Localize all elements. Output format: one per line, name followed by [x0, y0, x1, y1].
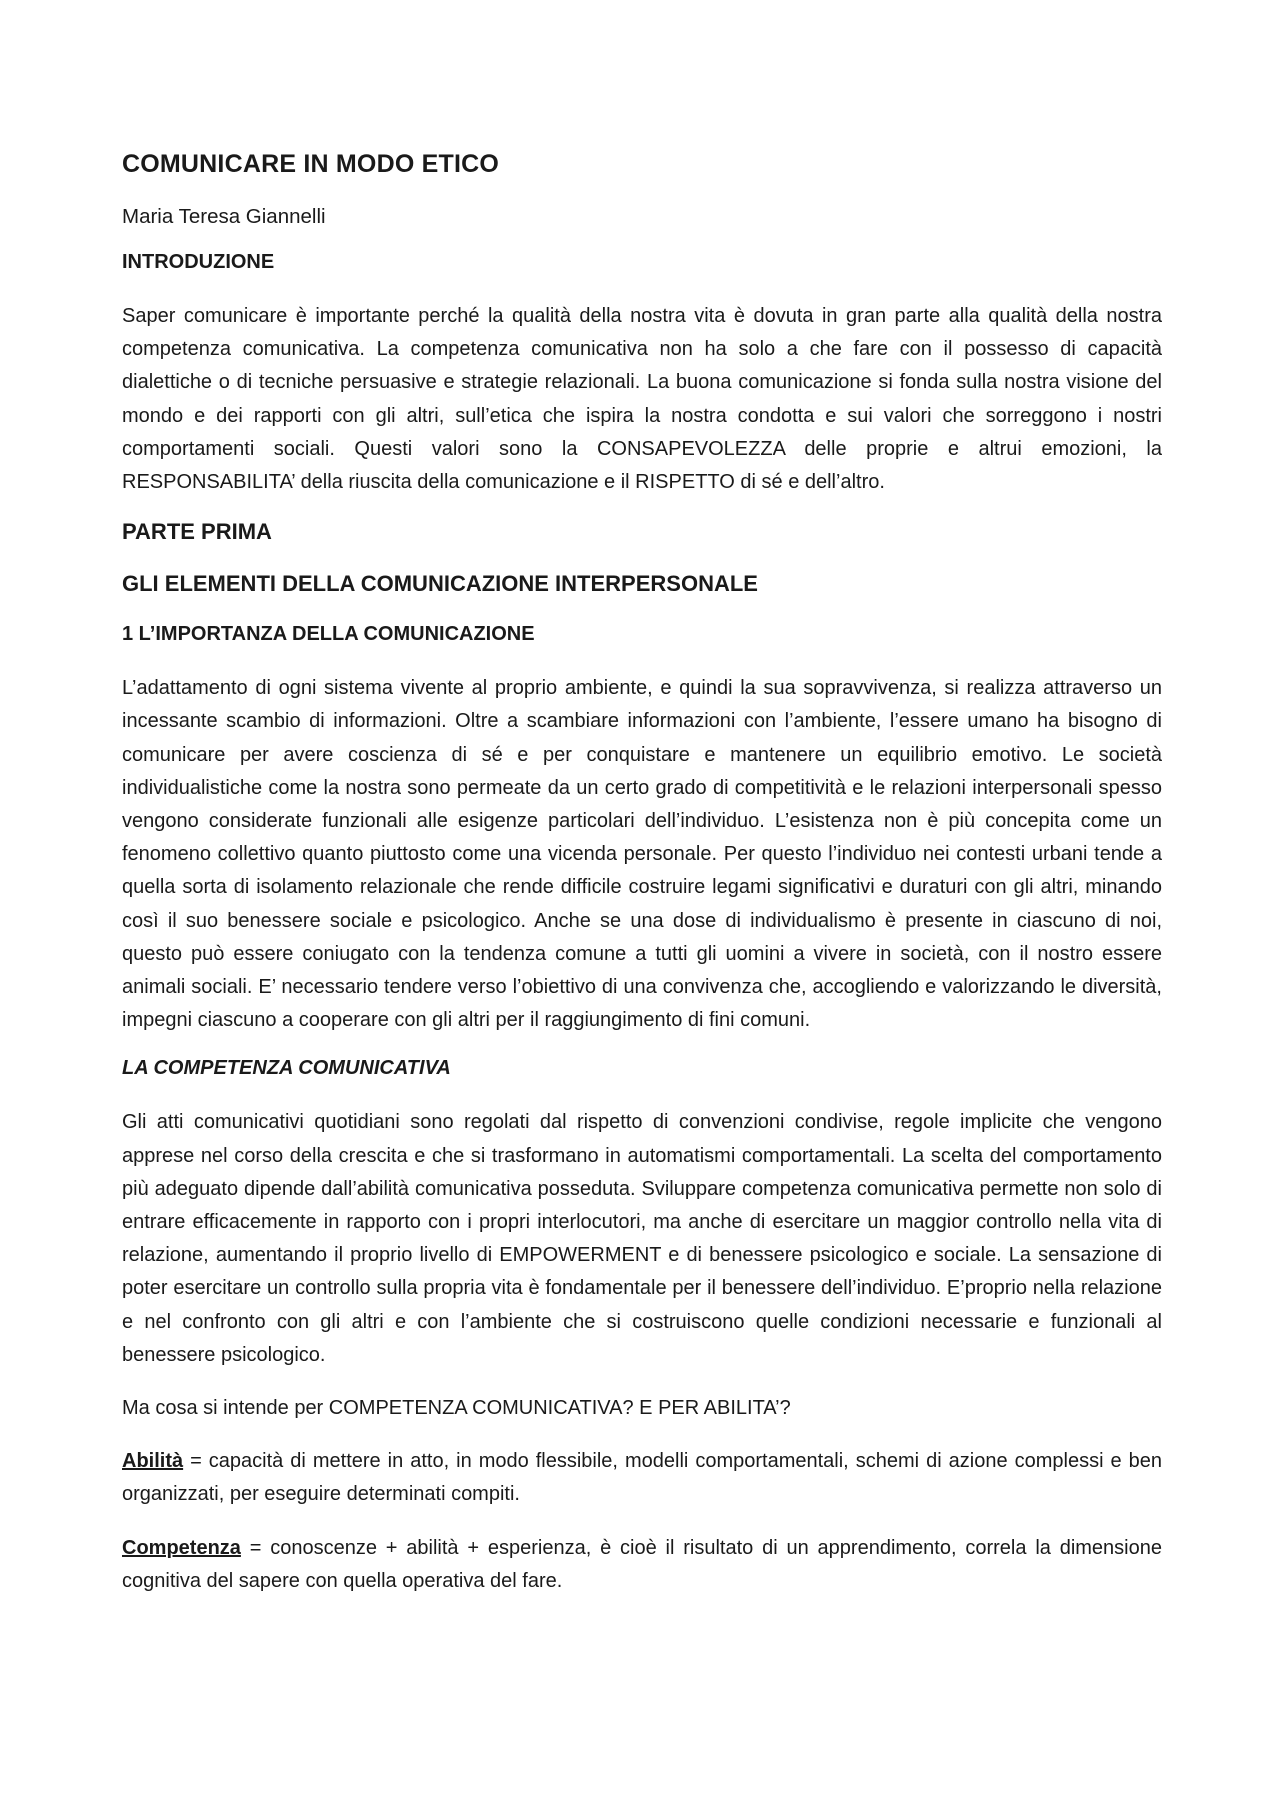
definition-text: = conoscenze + abilità + esperienza, è cioè il risultato di un apprendimento, correla la dimensione cognitiva del sapere con quella operativa del fare. [122, 1536, 1162, 1592]
definition-abilita [122, 1445, 1162, 1511]
part-subtitle: GLI ELEMENTI DELLA COMUNICAZIONE INTERPERSONALE [122, 571, 758, 597]
definition-term: Abilità [122, 1450, 184, 1473]
section1-heading: 1 L’IMPORTANZA DELLA COMUNICAZIONE [122, 623, 535, 646]
section1-paragraph: L’adattamento di ogni sistema vivente al proprio ambiente, e quindi la sua sopravvivenza, si realizza attraverso un incessante scambio di informazioni. Oltre a scambiare informazioni con l’ambiente, l’essere umano ha bisogno di comunicare per avere coscienza di sé e per conquistare e mantenere un equilibrio emotivo. Le società individualistiche come la nostra sono permeate da un certo grado di competitività e le relazioni interpersonali spesso vengono considerate funzionali alle esigenze particolari dell’individuo. L’esistenza non è più concepita come un fenomeno collettivo quanto piuttosto come una vicenda personale. Per questo l’individuo nei contesti urbani tende a quella sorta di isolamento relazionale che rende difficile costruire legami significativi e duraturi con gli altri, minando così il suo benessere sociale e psicologico. Anche se una dose di individualismo è presente in ciascuno di noi, questo può essere coniugato con la tendenza comune a tutti gli uomini a vivere in società, con il nostro essere animali sociali. E’ necessario tendere verso l’obiettivo di una convivenza che, accogliendo e valorizzando le diversità, impegni ciascuno a cooperare con gli altri per il raggiungimento di fini comuni. [122, 677, 1162, 1032]
part-heading: PARTE PRIMA [122, 519, 272, 545]
definition-term: Competenza [122, 1536, 241, 1559]
question-line: Ma cosa si intende per COMPETENZA COMUNICATIVA? E PER ABILITA’? [122, 1397, 791, 1420]
intro-heading: INTRODUZIONE [122, 251, 275, 273]
document-title: COMUNICARE IN MODO ETICO [122, 150, 500, 178]
author-name: Maria Teresa Giannelli [122, 205, 326, 228]
document-page [122, 150, 1162, 1618]
intro-paragraph: Saper comunicare è importante perché la qualità della nostra vita è dovuta in gran parte alla qualità della nostra competenza comunicativa. La competenza comunicativa non ha solo a che fare con il possesso di capacità dialettiche o di tecniche persuasive e strategie relazionali. La buona comunicazione si fonda sulla nostra visione del mondo e dei rapporti con gli altri, sull’etica che ispira la nostra condotta e sui valori che sorreggono i nostri comportamenti sociali. Questi valori sono la CONSAPEVOLEZZA delle proprie e altrui emozioni, la RESPONSABILITA’ della riuscita della comunicazione e il RISPETTO di sé e dell’altro. [122, 305, 1162, 494]
definition-text: = capacità di mettere in atto, in modo flessibile, modelli comportamentali, schemi di azione complessi e ben organizzati, per eseguire determinati compiti. [122, 1450, 1162, 1506]
definition-competenza [122, 1532, 1162, 1598]
competenza-heading: LA COMPETENZA COMUNICATIVA [122, 1057, 451, 1080]
competenza-paragraph: Gli atti comunicativi quotidiani sono regolati dal rispetto di convenzioni condivise, regole implicite che vengono apprese nel corso della crescita e che si trasformano in automatismi comportamentali. La scelta del comportamento più adeguato dipende dall’abilità comunicativa posseduta. Sviluppare competenza comunicativa permette non solo di entrare efficacemente in rapporto con i propri interlocutori, ma anche di esercitare un maggior controllo nella vita di relazione, aumentando il proprio livello di EMPOWERMENT e di benessere psicologico e sociale. La sensazione di poter esercitare un controllo sulla propria vita è fondamentale per il benessere dell’individuo. E’proprio nella relazione e nel confronto con gli altri e con l’ambiente che si costruiscono quelle condizioni necessarie e funzionali al benessere psicologico. [122, 1111, 1162, 1366]
